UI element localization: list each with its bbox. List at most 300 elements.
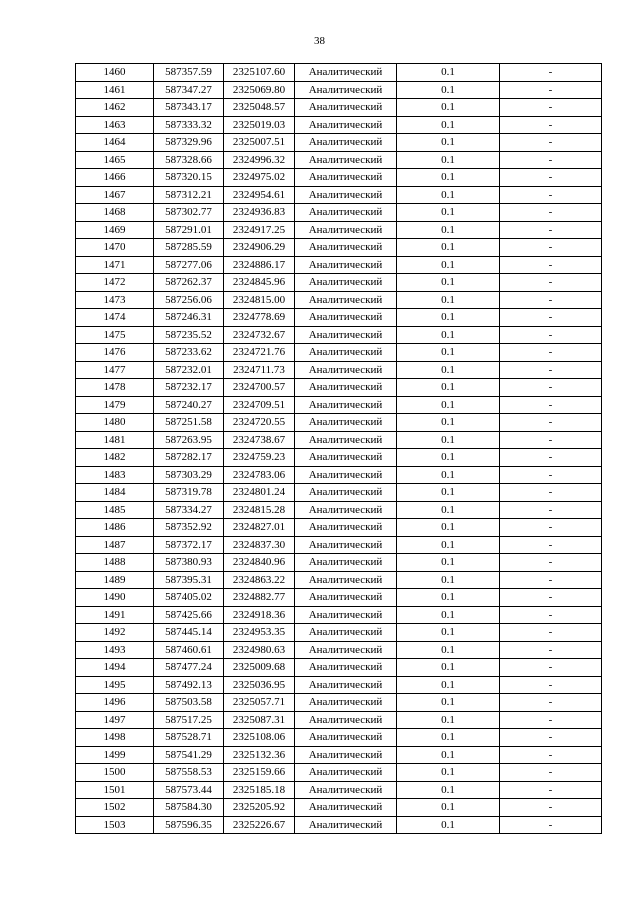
y-coordinate-cell: 2324711.73	[224, 361, 295, 379]
point-number-cell: 1460	[76, 64, 154, 82]
note-cell: -	[500, 501, 602, 519]
point-number-cell: 1461	[76, 81, 154, 99]
table-row	[76, 729, 602, 747]
x-coordinate-cell: 587319.78	[154, 484, 224, 502]
method-cell: Аналитический	[295, 361, 397, 379]
y-coordinate-cell: 2325132.36	[224, 746, 295, 764]
point-number-cell: 1488	[76, 554, 154, 572]
table-row	[76, 536, 602, 554]
table-row	[76, 431, 602, 449]
coordinates-table-body	[76, 64, 602, 834]
note-cell: -	[500, 711, 602, 729]
x-coordinate-cell: 587263.95	[154, 431, 224, 449]
note-cell: -	[500, 81, 602, 99]
x-coordinate-cell: 587291.01	[154, 221, 224, 239]
point-number-cell: 1465	[76, 151, 154, 169]
point-number-cell: 1492	[76, 624, 154, 642]
x-coordinate-cell: 587477.24	[154, 659, 224, 677]
accuracy-cell: 0.1	[397, 204, 500, 222]
note-cell: -	[500, 169, 602, 187]
method-cell: Аналитический	[295, 221, 397, 239]
accuracy-cell: 0.1	[397, 396, 500, 414]
x-coordinate-cell: 587343.17	[154, 99, 224, 117]
accuracy-cell: 0.1	[397, 659, 500, 677]
note-cell: -	[500, 536, 602, 554]
accuracy-cell: 0.1	[397, 326, 500, 344]
accuracy-cell: 0.1	[397, 151, 500, 169]
accuracy-cell: 0.1	[397, 449, 500, 467]
method-cell: Аналитический	[295, 64, 397, 82]
y-coordinate-cell: 2324882.77	[224, 589, 295, 607]
table-row	[76, 764, 602, 782]
x-coordinate-cell: 587262.37	[154, 274, 224, 292]
table-row	[76, 676, 602, 694]
accuracy-cell: 0.1	[397, 169, 500, 187]
accuracy-cell: 0.1	[397, 239, 500, 257]
coordinates-table	[75, 63, 602, 834]
x-coordinate-cell: 587445.14	[154, 624, 224, 642]
table-row	[76, 64, 602, 82]
method-cell: Аналитический	[295, 151, 397, 169]
y-coordinate-cell: 2325185.18	[224, 781, 295, 799]
y-coordinate-cell: 2324759.23	[224, 449, 295, 467]
y-coordinate-cell: 2324700.57	[224, 379, 295, 397]
method-cell: Аналитический	[295, 711, 397, 729]
table-row	[76, 379, 602, 397]
note-cell: -	[500, 431, 602, 449]
accuracy-cell: 0.1	[397, 589, 500, 607]
note-cell: -	[500, 554, 602, 572]
method-cell: Аналитический	[295, 729, 397, 747]
table-row	[76, 624, 602, 642]
point-number-cell: 1479	[76, 396, 154, 414]
x-coordinate-cell: 587233.62	[154, 344, 224, 362]
x-coordinate-cell: 587285.59	[154, 239, 224, 257]
method-cell: Аналитический	[295, 764, 397, 782]
y-coordinate-cell: 2325087.31	[224, 711, 295, 729]
note-cell: -	[500, 676, 602, 694]
accuracy-cell: 0.1	[397, 64, 500, 82]
y-coordinate-cell: 2324886.17	[224, 256, 295, 274]
accuracy-cell: 0.1	[397, 291, 500, 309]
note-cell: -	[500, 64, 602, 82]
method-cell: Аналитический	[295, 624, 397, 642]
table-row	[76, 414, 602, 432]
accuracy-cell: 0.1	[397, 414, 500, 432]
accuracy-cell: 0.1	[397, 431, 500, 449]
point-number-cell: 1481	[76, 431, 154, 449]
note-cell: -	[500, 361, 602, 379]
point-number-cell: 1501	[76, 781, 154, 799]
note-cell: -	[500, 291, 602, 309]
note-cell: -	[500, 309, 602, 327]
table-row	[76, 309, 602, 327]
point-number-cell: 1477	[76, 361, 154, 379]
x-coordinate-cell: 587334.27	[154, 501, 224, 519]
method-cell: Аналитический	[295, 781, 397, 799]
table-row	[76, 449, 602, 467]
accuracy-cell: 0.1	[397, 134, 500, 152]
accuracy-cell: 0.1	[397, 536, 500, 554]
y-coordinate-cell: 2324845.96	[224, 274, 295, 292]
method-cell: Аналитический	[295, 816, 397, 834]
y-coordinate-cell: 2324827.01	[224, 519, 295, 537]
note-cell: -	[500, 221, 602, 239]
x-coordinate-cell: 587282.17	[154, 449, 224, 467]
x-coordinate-cell: 587320.15	[154, 169, 224, 187]
y-coordinate-cell: 2324778.69	[224, 309, 295, 327]
table-row	[76, 361, 602, 379]
y-coordinate-cell: 2324840.96	[224, 554, 295, 572]
note-cell: -	[500, 326, 602, 344]
x-coordinate-cell: 587558.53	[154, 764, 224, 782]
accuracy-cell: 0.1	[397, 344, 500, 362]
method-cell: Аналитический	[295, 379, 397, 397]
table-row	[76, 501, 602, 519]
table-row	[76, 81, 602, 99]
x-coordinate-cell: 587492.13	[154, 676, 224, 694]
point-number-cell: 1487	[76, 536, 154, 554]
note-cell: -	[500, 379, 602, 397]
y-coordinate-cell: 2324917.25	[224, 221, 295, 239]
point-number-cell: 1483	[76, 466, 154, 484]
page-number: 38	[314, 35, 325, 47]
note-cell: -	[500, 466, 602, 484]
table-row	[76, 571, 602, 589]
accuracy-cell: 0.1	[397, 571, 500, 589]
y-coordinate-cell: 2325057.71	[224, 694, 295, 712]
table-row	[76, 326, 602, 344]
method-cell: Аналитический	[295, 414, 397, 432]
point-number-cell: 1489	[76, 571, 154, 589]
y-coordinate-cell: 2324936.83	[224, 204, 295, 222]
note-cell: -	[500, 134, 602, 152]
point-number-cell: 1490	[76, 589, 154, 607]
table-row	[76, 221, 602, 239]
y-coordinate-cell: 2325009.68	[224, 659, 295, 677]
note-cell: -	[500, 746, 602, 764]
accuracy-cell: 0.1	[397, 729, 500, 747]
note-cell: -	[500, 781, 602, 799]
table-row	[76, 641, 602, 659]
y-coordinate-cell: 2324954.61	[224, 186, 295, 204]
table-row	[76, 99, 602, 117]
point-number-cell: 1503	[76, 816, 154, 834]
table-row	[76, 746, 602, 764]
x-coordinate-cell: 587347.27	[154, 81, 224, 99]
table-row	[76, 186, 602, 204]
method-cell: Аналитический	[295, 309, 397, 327]
x-coordinate-cell: 587395.31	[154, 571, 224, 589]
table-row	[76, 781, 602, 799]
point-number-cell: 1495	[76, 676, 154, 694]
table-row	[76, 134, 602, 152]
accuracy-cell: 0.1	[397, 711, 500, 729]
note-cell: -	[500, 449, 602, 467]
y-coordinate-cell: 2325159.66	[224, 764, 295, 782]
point-number-cell: 1475	[76, 326, 154, 344]
method-cell: Аналитический	[295, 326, 397, 344]
method-cell: Аналитический	[295, 396, 397, 414]
x-coordinate-cell: 587352.92	[154, 519, 224, 537]
method-cell: Аналитический	[295, 169, 397, 187]
x-coordinate-cell: 587277.06	[154, 256, 224, 274]
y-coordinate-cell: 2325205.92	[224, 799, 295, 817]
method-cell: Аналитический	[295, 134, 397, 152]
y-coordinate-cell: 2324709.51	[224, 396, 295, 414]
accuracy-cell: 0.1	[397, 519, 500, 537]
table-row	[76, 484, 602, 502]
note-cell: -	[500, 519, 602, 537]
accuracy-cell: 0.1	[397, 554, 500, 572]
method-cell: Аналитический	[295, 536, 397, 554]
y-coordinate-cell: 2324980.63	[224, 641, 295, 659]
y-coordinate-cell: 2325019.03	[224, 116, 295, 134]
accuracy-cell: 0.1	[397, 256, 500, 274]
x-coordinate-cell: 587380.93	[154, 554, 224, 572]
table-row	[76, 169, 602, 187]
method-cell: Аналитический	[295, 449, 397, 467]
x-coordinate-cell: 587425.66	[154, 606, 224, 624]
note-cell: -	[500, 396, 602, 414]
x-coordinate-cell: 587256.06	[154, 291, 224, 309]
x-coordinate-cell: 587405.02	[154, 589, 224, 607]
table-row	[76, 344, 602, 362]
note-cell: -	[500, 414, 602, 432]
method-cell: Аналитический	[295, 694, 397, 712]
y-coordinate-cell: 2324783.06	[224, 466, 295, 484]
method-cell: Аналитический	[295, 431, 397, 449]
note-cell: -	[500, 624, 602, 642]
accuracy-cell: 0.1	[397, 221, 500, 239]
method-cell: Аналитический	[295, 99, 397, 117]
point-number-cell: 1486	[76, 519, 154, 537]
point-number-cell: 1462	[76, 99, 154, 117]
point-number-cell: 1500	[76, 764, 154, 782]
point-number-cell: 1491	[76, 606, 154, 624]
accuracy-cell: 0.1	[397, 606, 500, 624]
method-cell: Аналитический	[295, 274, 397, 292]
point-number-cell: 1485	[76, 501, 154, 519]
method-cell: Аналитический	[295, 746, 397, 764]
y-coordinate-cell: 2325048.57	[224, 99, 295, 117]
accuracy-cell: 0.1	[397, 466, 500, 484]
accuracy-cell: 0.1	[397, 694, 500, 712]
note-cell: -	[500, 256, 602, 274]
note-cell: -	[500, 99, 602, 117]
x-coordinate-cell: 587235.52	[154, 326, 224, 344]
accuracy-cell: 0.1	[397, 746, 500, 764]
note-cell: -	[500, 729, 602, 747]
note-cell: -	[500, 799, 602, 817]
note-cell: -	[500, 239, 602, 257]
point-number-cell: 1497	[76, 711, 154, 729]
table-row	[76, 799, 602, 817]
table-row	[76, 554, 602, 572]
method-cell: Аналитический	[295, 589, 397, 607]
x-coordinate-cell: 587312.21	[154, 186, 224, 204]
table-row	[76, 711, 602, 729]
x-coordinate-cell: 587232.17	[154, 379, 224, 397]
point-number-cell: 1493	[76, 641, 154, 659]
accuracy-cell: 0.1	[397, 799, 500, 817]
y-coordinate-cell: 2324801.24	[224, 484, 295, 502]
method-cell: Аналитический	[295, 81, 397, 99]
method-cell: Аналитический	[295, 344, 397, 362]
method-cell: Аналитический	[295, 659, 397, 677]
accuracy-cell: 0.1	[397, 624, 500, 642]
method-cell: Аналитический	[295, 256, 397, 274]
x-coordinate-cell: 587460.61	[154, 641, 224, 659]
y-coordinate-cell: 2324720.55	[224, 414, 295, 432]
note-cell: -	[500, 641, 602, 659]
table-row	[76, 274, 602, 292]
y-coordinate-cell: 2324815.28	[224, 501, 295, 519]
y-coordinate-cell: 2325226.67	[224, 816, 295, 834]
note-cell: -	[500, 694, 602, 712]
x-coordinate-cell: 587541.29	[154, 746, 224, 764]
point-number-cell: 1469	[76, 221, 154, 239]
accuracy-cell: 0.1	[397, 309, 500, 327]
x-coordinate-cell: 587333.32	[154, 116, 224, 134]
y-coordinate-cell: 2324918.36	[224, 606, 295, 624]
point-number-cell: 1484	[76, 484, 154, 502]
x-coordinate-cell: 587596.35	[154, 816, 224, 834]
note-cell: -	[500, 204, 602, 222]
note-cell: -	[500, 484, 602, 502]
accuracy-cell: 0.1	[397, 81, 500, 99]
y-coordinate-cell: 2325007.51	[224, 134, 295, 152]
point-number-cell: 1498	[76, 729, 154, 747]
point-number-cell: 1480	[76, 414, 154, 432]
table-row	[76, 151, 602, 169]
accuracy-cell: 0.1	[397, 781, 500, 799]
point-number-cell: 1499	[76, 746, 154, 764]
y-coordinate-cell: 2324738.67	[224, 431, 295, 449]
point-number-cell: 1496	[76, 694, 154, 712]
method-cell: Аналитический	[295, 606, 397, 624]
table-row	[76, 606, 602, 624]
note-cell: -	[500, 571, 602, 589]
note-cell: -	[500, 606, 602, 624]
accuracy-cell: 0.1	[397, 641, 500, 659]
note-cell: -	[500, 589, 602, 607]
note-cell: -	[500, 151, 602, 169]
point-number-cell: 1472	[76, 274, 154, 292]
table-row	[76, 116, 602, 134]
note-cell: -	[500, 116, 602, 134]
note-cell: -	[500, 186, 602, 204]
table-row	[76, 466, 602, 484]
accuracy-cell: 0.1	[397, 99, 500, 117]
point-number-cell: 1494	[76, 659, 154, 677]
x-coordinate-cell: 587329.96	[154, 134, 224, 152]
y-coordinate-cell: 2324975.02	[224, 169, 295, 187]
method-cell: Аналитический	[295, 501, 397, 519]
point-number-cell: 1463	[76, 116, 154, 134]
point-number-cell: 1468	[76, 204, 154, 222]
y-coordinate-cell: 2324815.00	[224, 291, 295, 309]
point-number-cell: 1502	[76, 799, 154, 817]
x-coordinate-cell: 587503.58	[154, 694, 224, 712]
note-cell: -	[500, 659, 602, 677]
method-cell: Аналитический	[295, 186, 397, 204]
accuracy-cell: 0.1	[397, 816, 500, 834]
accuracy-cell: 0.1	[397, 361, 500, 379]
point-number-cell: 1470	[76, 239, 154, 257]
method-cell: Аналитический	[295, 484, 397, 502]
table-row	[76, 519, 602, 537]
x-coordinate-cell: 587357.59	[154, 64, 224, 82]
x-coordinate-cell: 587528.71	[154, 729, 224, 747]
x-coordinate-cell: 587372.17	[154, 536, 224, 554]
x-coordinate-cell: 587517.25	[154, 711, 224, 729]
accuracy-cell: 0.1	[397, 379, 500, 397]
point-number-cell: 1466	[76, 169, 154, 187]
accuracy-cell: 0.1	[397, 501, 500, 519]
point-number-cell: 1471	[76, 256, 154, 274]
accuracy-cell: 0.1	[397, 116, 500, 134]
point-number-cell: 1464	[76, 134, 154, 152]
x-coordinate-cell: 587573.44	[154, 781, 224, 799]
y-coordinate-cell: 2324721.76	[224, 344, 295, 362]
method-cell: Аналитический	[295, 519, 397, 537]
y-coordinate-cell: 2324996.32	[224, 151, 295, 169]
point-number-cell: 1482	[76, 449, 154, 467]
y-coordinate-cell: 2324837.30	[224, 536, 295, 554]
table-row	[76, 256, 602, 274]
x-coordinate-cell: 587251.58	[154, 414, 224, 432]
x-coordinate-cell: 587328.66	[154, 151, 224, 169]
method-cell: Аналитический	[295, 571, 397, 589]
accuracy-cell: 0.1	[397, 484, 500, 502]
note-cell: -	[500, 764, 602, 782]
y-coordinate-cell: 2325107.60	[224, 64, 295, 82]
table-row	[76, 396, 602, 414]
note-cell: -	[500, 274, 602, 292]
point-number-cell: 1467	[76, 186, 154, 204]
method-cell: Аналитический	[295, 641, 397, 659]
y-coordinate-cell: 2324953.35	[224, 624, 295, 642]
accuracy-cell: 0.1	[397, 764, 500, 782]
y-coordinate-cell: 2324863.22	[224, 571, 295, 589]
method-cell: Аналитический	[295, 554, 397, 572]
accuracy-cell: 0.1	[397, 676, 500, 694]
x-coordinate-cell: 587232.01	[154, 361, 224, 379]
point-number-cell: 1478	[76, 379, 154, 397]
x-coordinate-cell: 587246.31	[154, 309, 224, 327]
method-cell: Аналитический	[295, 291, 397, 309]
x-coordinate-cell: 587584.30	[154, 799, 224, 817]
table-row	[76, 659, 602, 677]
table-row	[76, 291, 602, 309]
y-coordinate-cell: 2324732.67	[224, 326, 295, 344]
point-number-cell: 1474	[76, 309, 154, 327]
y-coordinate-cell: 2325069.80	[224, 81, 295, 99]
method-cell: Аналитический	[295, 116, 397, 134]
x-coordinate-cell: 587303.29	[154, 466, 224, 484]
note-cell: -	[500, 816, 602, 834]
table-row	[76, 816, 602, 834]
point-number-cell: 1476	[76, 344, 154, 362]
table-row	[76, 239, 602, 257]
table-row	[76, 589, 602, 607]
note-cell: -	[500, 344, 602, 362]
x-coordinate-cell: 587240.27	[154, 396, 224, 414]
point-number-cell: 1473	[76, 291, 154, 309]
method-cell: Аналитический	[295, 239, 397, 257]
table-row	[76, 204, 602, 222]
